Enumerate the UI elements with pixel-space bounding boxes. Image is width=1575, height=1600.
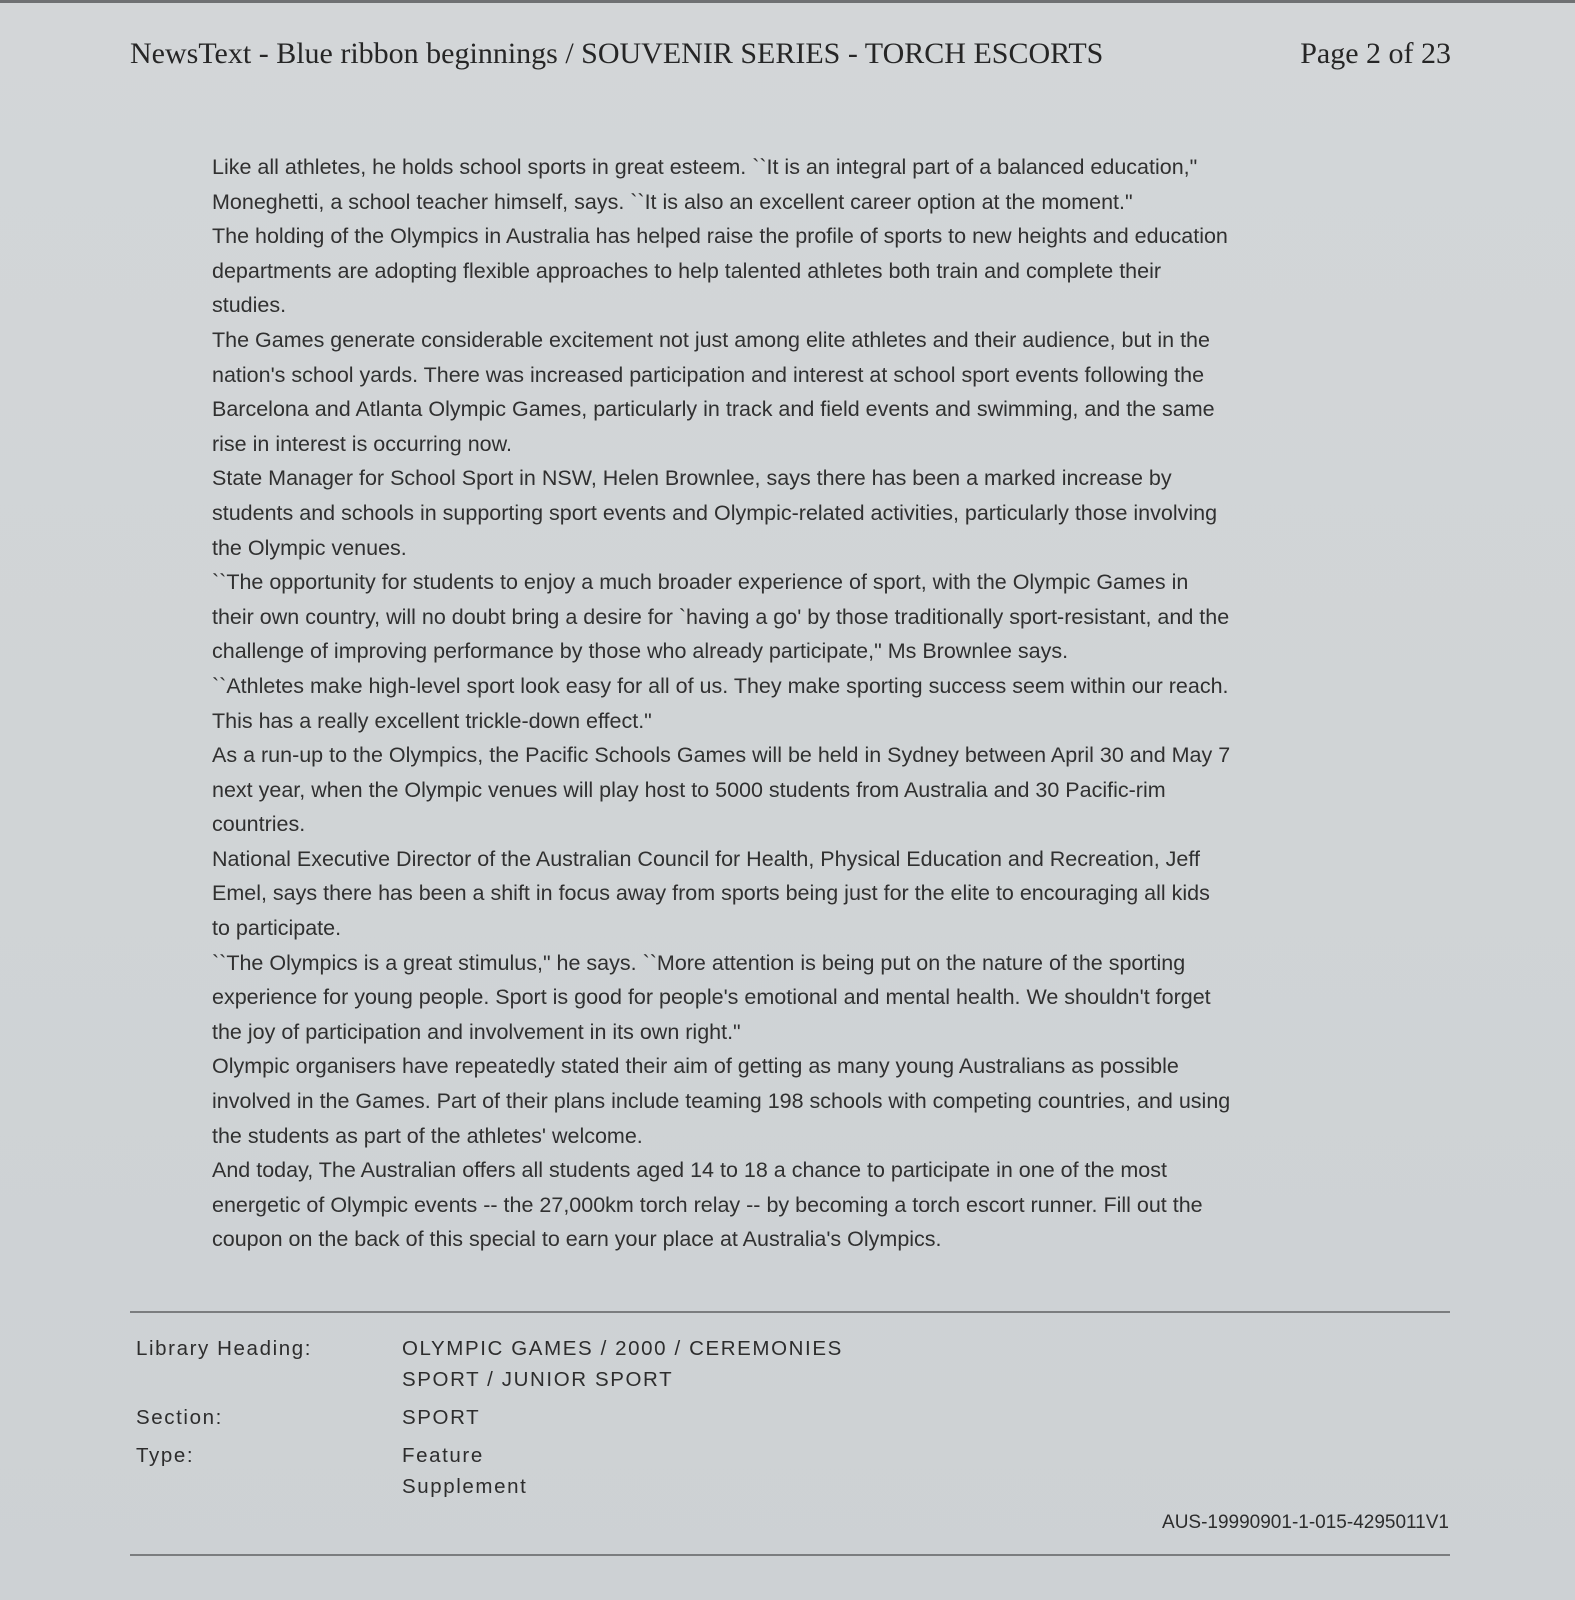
article-line: Olympic organisers have repeatedly stated their aim of getting as many young Australians as possible xyxy=(212,1054,1179,1079)
article-line: next year, when the Olympic venues will play host to 5000 students from Australia and 30 Pacific-rim xyxy=(212,777,1166,802)
type-value: Feature xyxy=(402,1444,484,1467)
document-title: NewsText - Blue ribbon beginnings / SOUVENIR SERIES - TORCH ESCORTS xyxy=(130,37,1104,70)
library-heading-label: Library Heading: xyxy=(136,1337,313,1360)
section-row xyxy=(136,1402,843,1433)
article-line: challenge of improving performance by those who already participate," Ms Brownlee says. xyxy=(212,639,1069,664)
article-line: Like all athletes, he holds school sports in great esteem. ``It is an integral part of a balanced education," xyxy=(212,155,1198,179)
article-line: students and schools in supporting sport events and Olympic-related activities, particularly those involving xyxy=(212,500,1218,525)
article-line: Moneghetti, a school teacher himself, says. ``It is also an excellent career option at the moment." xyxy=(212,189,1133,214)
metadata-block xyxy=(136,1333,843,1502)
article-line: This has a really excellent trickle-down effect." xyxy=(212,708,652,733)
article-line: involved in the Games. Part of their plans include teaming 198 schools with competing countries, and using xyxy=(212,1089,1231,1114)
article-line: ``Athletes make high-level sport look easy for all of us. They make sporting success seem within our reach. xyxy=(212,673,1229,698)
article-line: As a run-up to the Olympics, the Pacific Schools Games will be held in Sydney between April 30 and May 7 xyxy=(212,743,1231,768)
article-line: State Manager for School Sport in NSW, Helen Brownlee, says there has been a marked increase by xyxy=(212,466,1172,491)
section-value: SPORT xyxy=(402,1406,481,1429)
type-label: Type: xyxy=(136,1444,195,1467)
article-line: The holding of the Olympics in Australia has helped raise the profile of sports to new heights and education xyxy=(212,224,1228,249)
article-line: the joy of participation and involvement in its own right." xyxy=(212,1019,741,1044)
article-line: countries. xyxy=(212,812,306,837)
type-value: Supplement xyxy=(402,1475,528,1498)
article-line: And today, The Australian offers all students aged 14 to 18 a chance to participate in one of the most xyxy=(212,1158,1167,1183)
article-line: National Executive Director of the Australian Council for Health, Physical Education and Recreation, Jeff xyxy=(212,846,1200,871)
article-line: Emel, says there has been a shift in focus away from sports being just for the elite to encouraging all kids xyxy=(212,881,1210,906)
library-heading-value: OLYMPIC GAMES / 2000 / CEREMONIES xyxy=(402,1337,843,1360)
article-line: Barcelona and Atlanta Olympic Games, particularly in track and field events and swimming, and the same xyxy=(212,397,1215,422)
library-heading-value: SPORT / JUNIOR SPORT xyxy=(402,1368,674,1391)
article-line: energetic of Olympic events -- the 27,000km torch relay -- by becoming a torch escort runner. Fill out the xyxy=(212,1192,1203,1217)
article-line: rise in interest is occurring now. xyxy=(212,431,512,456)
article-line: experience for young people. Sport is good for people's emotional and mental health. We shouldn't forget xyxy=(212,985,1211,1010)
article-line: the Olympic venues. xyxy=(212,535,407,560)
library-heading-values xyxy=(402,1333,843,1395)
library-heading-row xyxy=(136,1333,843,1395)
article-line: ``The Olympics is a great stimulus," he says. ``More attention is being put on the nature of the sporting xyxy=(212,950,1186,975)
type-row xyxy=(136,1440,843,1502)
page-header xyxy=(130,37,1451,81)
article-line: to participate. xyxy=(212,916,342,941)
page-number: Page 2 of 23 xyxy=(1300,37,1451,70)
article-line: nation's school yards. There was increased participation and interest at school sport events following the xyxy=(212,362,1205,387)
article-line: the students as part of the athletes' welcome. xyxy=(212,1123,643,1148)
article-body xyxy=(212,150,1382,1257)
divider-top xyxy=(130,1311,1450,1313)
article-line: ``The opportunity for students to enjoy a much broader experience of sport, with the Olympic Games in xyxy=(212,570,1189,595)
article-line: coupon on the back of this special to earn your place at Australia's Olympics. xyxy=(212,1227,942,1252)
type-values xyxy=(402,1440,527,1502)
article-line: their own country, will no doubt bring a desire for `having a go' by those traditionally sport-resistant, and the xyxy=(212,604,1230,629)
divider-bottom xyxy=(130,1554,1450,1556)
document-id: AUS-19990901-1-015-4295011V1 xyxy=(1162,1512,1449,1533)
article-line: The Games generate considerable excitement not just among elite athletes and their audience, but in the xyxy=(212,327,1210,352)
article-line: departments are adopting flexible approaches to help talented athletes both train and complete their xyxy=(212,258,1162,283)
section-label: Section: xyxy=(136,1406,223,1429)
article-line: studies. xyxy=(212,293,287,318)
